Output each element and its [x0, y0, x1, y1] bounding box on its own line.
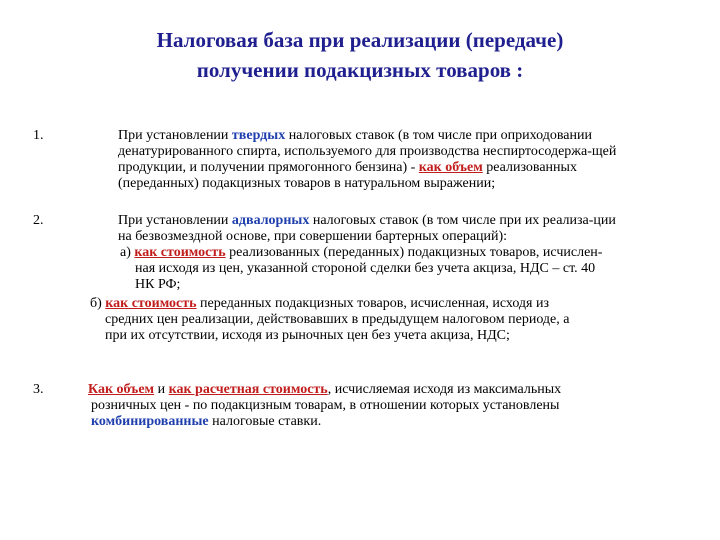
item-number-2: 2.	[33, 213, 44, 228]
item-2b-line-2: средних цен реализации, действовавших в предыдущем налоговом периоде, а	[105, 312, 570, 327]
text: продукции, и получении прямогонного бензина) -	[118, 160, 419, 175]
title-line-1: Налоговая база при реализации (передаче)	[156, 28, 564, 52]
item-3-line-3	[88, 414, 561, 430]
item-1-line-4: (переданных) подакцизных товаров в натуральном выражении;	[118, 176, 496, 191]
item-2b-line-3: при их отсутствии, исходя из рыночных цен без учета акциза, НДС;	[105, 328, 510, 343]
title-line-2: получении подакцизных товаров :	[196, 58, 524, 82]
item-1-line-3	[118, 160, 616, 176]
text: , исчисляемая исходя из максимальных	[327, 382, 562, 397]
item-2a-line-3: НК РФ;	[135, 277, 181, 292]
item-2b-line-1	[90, 296, 616, 312]
text: При установлении	[118, 213, 232, 228]
emphasis-fixed-rates: твердых	[231, 128, 286, 143]
emphasis-as-volume: Как объем	[88, 382, 155, 397]
list-item-1	[118, 128, 616, 192]
text: б)	[90, 296, 106, 311]
text: налоговые ставки.	[208, 414, 322, 429]
item-2a-line-1	[90, 245, 616, 261]
list-item-2	[90, 213, 616, 344]
text: реализованных	[482, 160, 577, 175]
item-2a-line-2: ная исходя из цен, указанной стороной сделки без учета акциза, НДС – ст. 40	[135, 261, 596, 276]
item-3-line-1	[88, 382, 561, 398]
text: При установлении	[118, 128, 232, 143]
item-number-3: 3.	[33, 382, 44, 397]
item-2-line-1	[90, 213, 616, 229]
emphasis-as-cost: как стоимость	[105, 296, 197, 311]
list-item-3	[88, 382, 561, 430]
page-title	[60, 25, 660, 85]
emphasis-as-cost: как стоимость	[134, 245, 226, 260]
item-3-line-2: розничных цен - по подакцизным товарам, в отношении которых установлены	[91, 398, 560, 413]
text: налоговых ставок (в том числе при их реализа-ции	[309, 213, 616, 228]
item-number-1: 1.	[33, 128, 44, 143]
text: а)	[120, 245, 135, 260]
emphasis-as-volume: как объем	[418, 160, 483, 175]
item-1-line-1	[118, 128, 616, 144]
item-2-line-2: на безвозмездной основе, при совершении бартерных операций):	[118, 229, 508, 244]
emphasis-combined: комбинированные	[91, 414, 209, 429]
text: переданных подакцизных товаров, исчисленная, исходя из	[196, 296, 550, 311]
text: и	[154, 382, 169, 397]
emphasis-as-calculated-cost: как расчетная стоимость	[168, 382, 328, 397]
text: налоговых ставок (в том числе при оприходовании	[285, 128, 592, 143]
item-1-line-2: денатурированного спирта, используемого для производства неспиртосодержа-щей	[118, 144, 617, 159]
emphasis-ad-valorem-rates: адвалорных	[231, 213, 310, 228]
text: реализованных (переданных) подакцизных товаров, исчислен-	[225, 245, 603, 260]
